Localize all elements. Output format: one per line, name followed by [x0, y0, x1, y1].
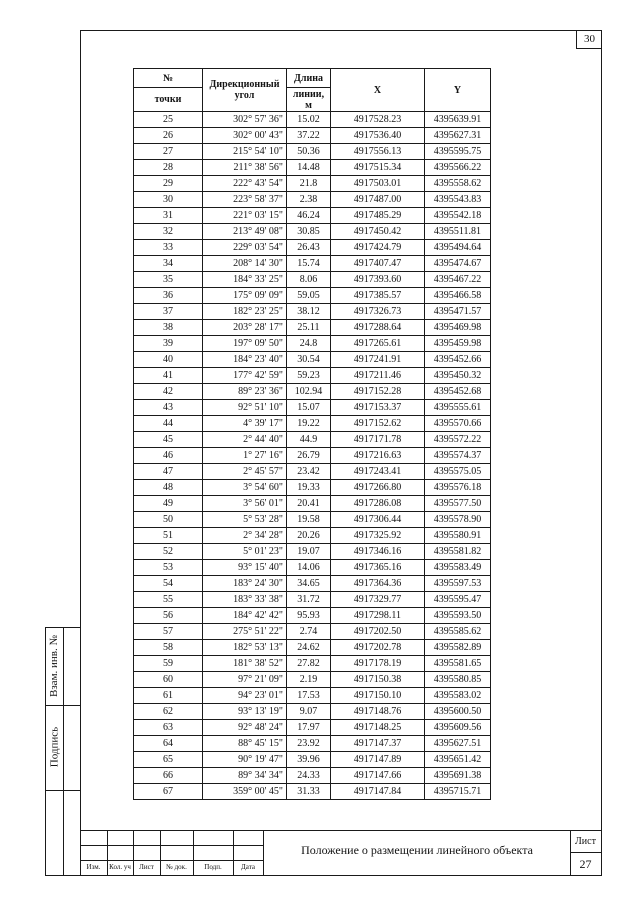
cell-direction-angle: 181° 38' 52" [203, 656, 287, 672]
cell-point-number: 51 [134, 528, 203, 544]
cell-point-number: 45 [134, 432, 203, 448]
table-row [134, 224, 491, 240]
cell-y-coordinate: 4395691.38 [425, 768, 491, 784]
cell-line-length: 59.23 [287, 368, 331, 384]
title-block-label-date: Дата [241, 863, 255, 871]
table-row [134, 608, 491, 624]
coordinates-table [133, 68, 491, 800]
table-row [134, 112, 491, 128]
cell-x-coordinate: 4917424.79 [331, 240, 425, 256]
cell-x-coordinate: 4917147.37 [331, 736, 425, 752]
cell-y-coordinate: 4395578.90 [425, 512, 491, 528]
cell-x-coordinate: 4917171.78 [331, 432, 425, 448]
cell-line-length: 21.8 [287, 176, 331, 192]
cell-x-coordinate: 4917485.29 [331, 208, 425, 224]
cell-x-coordinate: 4917385.57 [331, 288, 425, 304]
cell-y-coordinate: 4395471.57 [425, 304, 491, 320]
cell-direction-angle: 184° 23' 40" [203, 352, 287, 368]
cell-direction-angle: 93° 13' 19" [203, 704, 287, 720]
table-row [134, 384, 491, 400]
cell-x-coordinate: 4917515.34 [331, 160, 425, 176]
cell-point-number: 59 [134, 656, 203, 672]
table-row [134, 400, 491, 416]
cell-direction-angle: 275° 51' 22" [203, 624, 287, 640]
table-row [134, 528, 491, 544]
title-block-label-signature: Подп. [204, 863, 222, 871]
cell-line-length: 25.11 [287, 320, 331, 336]
cell-line-length: 44.9 [287, 432, 331, 448]
cell-y-coordinate: 4395609.56 [425, 720, 491, 736]
cell-point-number: 55 [134, 592, 203, 608]
cell-y-coordinate: 4395570.66 [425, 416, 491, 432]
table-row [134, 560, 491, 576]
cell-line-length: 24.8 [287, 336, 331, 352]
cell-point-number: 67 [134, 784, 203, 800]
cell-x-coordinate: 4917329.77 [331, 592, 425, 608]
cell-x-coordinate: 4917346.16 [331, 544, 425, 560]
table-row [134, 640, 491, 656]
cell-y-coordinate: 4395555.61 [425, 400, 491, 416]
table-row [134, 576, 491, 592]
cell-line-length: 19.22 [287, 416, 331, 432]
table-row [134, 336, 491, 352]
cell-point-number: 38 [134, 320, 203, 336]
cell-point-number: 63 [134, 720, 203, 736]
cell-x-coordinate: 4917306.44 [331, 512, 425, 528]
cell-line-length: 23.92 [287, 736, 331, 752]
cell-x-coordinate: 4917178.19 [331, 656, 425, 672]
cell-line-length: 31.72 [287, 592, 331, 608]
cell-y-coordinate: 4395585.62 [425, 624, 491, 640]
cell-line-length: 9.07 [287, 704, 331, 720]
cell-line-length: 20.41 [287, 496, 331, 512]
cell-x-coordinate: 4917487.00 [331, 192, 425, 208]
cell-point-number: 40 [134, 352, 203, 368]
cell-point-number: 61 [134, 688, 203, 704]
table-row [134, 704, 491, 720]
table-row [134, 272, 491, 288]
cell-direction-angle: 184° 33' 25" [203, 272, 287, 288]
cell-x-coordinate: 4917202.50 [331, 624, 425, 640]
cell-x-coordinate: 4917286.08 [331, 496, 425, 512]
cell-y-coordinate: 4395593.50 [425, 608, 491, 624]
table-header-row [134, 69, 491, 88]
cell-direction-angle: 211° 38' 56" [203, 160, 287, 176]
table-row [134, 320, 491, 336]
cell-point-number: 30 [134, 192, 203, 208]
cell-y-coordinate: 4395574.37 [425, 448, 491, 464]
cell-x-coordinate: 4917450.42 [331, 224, 425, 240]
cell-y-coordinate: 4395639.91 [425, 112, 491, 128]
cell-point-number: 35 [134, 272, 203, 288]
cell-line-length: 27.82 [287, 656, 331, 672]
cell-direction-angle: 215° 54' 10" [203, 144, 287, 160]
cell-point-number: 58 [134, 640, 203, 656]
sheet-number-box: 30 [576, 30, 602, 49]
cell-line-length: 59.05 [287, 288, 331, 304]
table-row [134, 544, 491, 560]
cell-x-coordinate: 4917528.23 [331, 112, 425, 128]
cell-y-coordinate: 4395597.53 [425, 576, 491, 592]
cell-x-coordinate: 4917150.10 [331, 688, 425, 704]
cell-x-coordinate: 4917152.62 [331, 416, 425, 432]
header-line-length: Длина [287, 69, 331, 88]
title-block-label-doc-number: № док. [166, 863, 187, 871]
cell-direction-angle: 175° 09' 09" [203, 288, 287, 304]
sheet-label: Лист [575, 836, 596, 847]
header-point-label: точки [134, 88, 203, 112]
table-row [134, 496, 491, 512]
cell-direction-angle: 183° 33' 38" [203, 592, 287, 608]
cell-direction-angle: 182° 53' 13" [203, 640, 287, 656]
cell-point-number: 48 [134, 480, 203, 496]
cell-point-number: 32 [134, 224, 203, 240]
table-row [134, 192, 491, 208]
header-length-unit [287, 88, 331, 112]
cell-line-length: 19.33 [287, 480, 331, 496]
cell-x-coordinate: 4917407.47 [331, 256, 425, 272]
cell-x-coordinate: 4917503.01 [331, 176, 425, 192]
table-row [134, 208, 491, 224]
cell-y-coordinate: 4395575.05 [425, 464, 491, 480]
cell-line-length: 50.36 [287, 144, 331, 160]
cell-x-coordinate: 4917243.41 [331, 464, 425, 480]
cell-line-length: 30.54 [287, 352, 331, 368]
cell-y-coordinate: 4395459.98 [425, 336, 491, 352]
cell-direction-angle: 302° 57' 36" [203, 112, 287, 128]
cell-point-number: 31 [134, 208, 203, 224]
cell-point-number: 62 [134, 704, 203, 720]
table-row [134, 448, 491, 464]
cell-line-length: 102.94 [287, 384, 331, 400]
replacement-inventory-label: Взам. инв. № [48, 635, 60, 697]
cell-line-length: 46.24 [287, 208, 331, 224]
cell-x-coordinate: 4917265.61 [331, 336, 425, 352]
cell-point-number: 36 [134, 288, 203, 304]
cell-y-coordinate: 4395576.18 [425, 480, 491, 496]
cell-y-coordinate: 4395595.47 [425, 592, 491, 608]
header-length-unit-text: линии, м [292, 88, 325, 111]
cell-y-coordinate: 4395452.66 [425, 352, 491, 368]
table-row [134, 784, 491, 800]
table-row [134, 512, 491, 528]
table-row [134, 656, 491, 672]
cell-y-coordinate: 4395450.32 [425, 368, 491, 384]
table-row [134, 128, 491, 144]
cell-x-coordinate: 4917147.89 [331, 752, 425, 768]
table-row [134, 688, 491, 704]
cell-y-coordinate: 4395543.83 [425, 192, 491, 208]
cell-y-coordinate: 4395627.31 [425, 128, 491, 144]
cell-y-coordinate: 4395583.02 [425, 688, 491, 704]
cell-line-length: 37.22 [287, 128, 331, 144]
cell-x-coordinate: 4917298.11 [331, 608, 425, 624]
cell-point-number: 29 [134, 176, 203, 192]
table-row [134, 416, 491, 432]
cell-line-length: 95.93 [287, 608, 331, 624]
cell-y-coordinate: 4395582.89 [425, 640, 491, 656]
cell-direction-angle: 2° 34' 28" [203, 528, 287, 544]
cell-y-coordinate: 4395580.85 [425, 672, 491, 688]
cell-x-coordinate: 4917556.13 [331, 144, 425, 160]
cell-y-coordinate: 4395715.71 [425, 784, 491, 800]
cell-point-number: 50 [134, 512, 203, 528]
cell-direction-angle: 90° 19' 47" [203, 752, 287, 768]
cell-direction-angle: 182° 23' 25" [203, 304, 287, 320]
cell-point-number: 60 [134, 672, 203, 688]
cell-direction-angle: 5° 01' 23" [203, 544, 287, 560]
cell-x-coordinate: 4917147.84 [331, 784, 425, 800]
table-row [134, 144, 491, 160]
table-row [134, 368, 491, 384]
cell-line-length: 17.53 [287, 688, 331, 704]
cell-line-length: 20.26 [287, 528, 331, 544]
cell-point-number: 26 [134, 128, 203, 144]
cell-y-coordinate: 4395572.22 [425, 432, 491, 448]
cell-line-length: 24.62 [287, 640, 331, 656]
cell-point-number: 27 [134, 144, 203, 160]
cell-direction-angle: 223° 58' 37" [203, 192, 287, 208]
table-row [134, 480, 491, 496]
cell-y-coordinate: 4395511.81 [425, 224, 491, 240]
cell-direction-angle: 229° 03' 54" [203, 240, 287, 256]
cell-x-coordinate: 4917393.60 [331, 272, 425, 288]
cell-x-coordinate: 4917150.38 [331, 672, 425, 688]
cell-direction-angle: 3° 56' 01" [203, 496, 287, 512]
cell-line-length: 2.38 [287, 192, 331, 208]
cell-direction-angle: 222° 43' 54" [203, 176, 287, 192]
table-row [134, 288, 491, 304]
title-block-label-change: Изм. [86, 863, 101, 871]
cell-direction-angle: 221° 03' 15" [203, 208, 287, 224]
cell-line-length: 2.19 [287, 672, 331, 688]
cell-x-coordinate: 4917152.28 [331, 384, 425, 400]
cell-direction-angle: 5° 53' 28" [203, 512, 287, 528]
cell-point-number: 46 [134, 448, 203, 464]
cell-point-number: 37 [134, 304, 203, 320]
cell-direction-angle: 177° 42' 59" [203, 368, 287, 384]
cell-line-length: 31.33 [287, 784, 331, 800]
cell-direction-angle: 94° 23' 01" [203, 688, 287, 704]
table-row [134, 752, 491, 768]
cell-x-coordinate: 4917364.36 [331, 576, 425, 592]
cell-direction-angle: 213° 49' 08" [203, 224, 287, 240]
cell-line-length: 26.79 [287, 448, 331, 464]
cell-direction-angle: 97° 21' 09" [203, 672, 287, 688]
cell-point-number: 44 [134, 416, 203, 432]
cell-x-coordinate: 4917202.78 [331, 640, 425, 656]
cell-direction-angle: 89° 23' 36" [203, 384, 287, 400]
cell-direction-angle: 2° 44' 40" [203, 432, 287, 448]
cell-x-coordinate: 4917148.25 [331, 720, 425, 736]
header-y-coordinate: Y [425, 69, 491, 112]
cell-direction-angle: 208° 14' 30" [203, 256, 287, 272]
cell-y-coordinate: 4395595.75 [425, 144, 491, 160]
cell-x-coordinate: 4917148.76 [331, 704, 425, 720]
table-body [134, 112, 491, 800]
cell-line-length: 19.07 [287, 544, 331, 560]
cell-point-number: 56 [134, 608, 203, 624]
cell-point-number: 65 [134, 752, 203, 768]
side-stamp-divider [45, 790, 81, 791]
cell-point-number: 64 [134, 736, 203, 752]
table-row [134, 736, 491, 752]
cell-line-length: 15.07 [287, 400, 331, 416]
document-title: Положение о размещении линейного объекта [301, 843, 533, 857]
sheet-number: 27 [579, 857, 592, 871]
cell-point-number: 28 [134, 160, 203, 176]
cell-y-coordinate: 4395580.91 [425, 528, 491, 544]
table-row [134, 256, 491, 272]
cell-y-coordinate: 4395581.82 [425, 544, 491, 560]
cell-x-coordinate: 4917325.92 [331, 528, 425, 544]
cell-direction-angle: 3° 54' 60" [203, 480, 287, 496]
cell-line-length: 34.65 [287, 576, 331, 592]
cell-x-coordinate: 4917288.64 [331, 320, 425, 336]
cell-line-length: 14.06 [287, 560, 331, 576]
header-direction-angle: Дирекционный угол [203, 69, 287, 112]
table-row [134, 160, 491, 176]
table-row [134, 768, 491, 784]
cell-point-number: 57 [134, 624, 203, 640]
cell-point-number: 54 [134, 576, 203, 592]
cell-direction-angle: 92° 51' 10" [203, 400, 287, 416]
cell-point-number: 34 [134, 256, 203, 272]
cell-x-coordinate: 4917147.66 [331, 768, 425, 784]
cell-direction-angle: 4° 39' 17" [203, 416, 287, 432]
cell-direction-angle: 359° 00' 45" [203, 784, 287, 800]
cell-y-coordinate: 4395542.18 [425, 208, 491, 224]
cell-line-length: 24.33 [287, 768, 331, 784]
cell-line-length: 39.96 [287, 752, 331, 768]
cell-y-coordinate: 4395583.49 [425, 560, 491, 576]
cell-y-coordinate: 4395566.22 [425, 160, 491, 176]
cell-y-coordinate: 4395469.98 [425, 320, 491, 336]
cell-point-number: 43 [134, 400, 203, 416]
header-point-number: № [134, 69, 203, 88]
cell-direction-angle: 92° 48' 24" [203, 720, 287, 736]
cell-y-coordinate: 4395577.50 [425, 496, 491, 512]
cell-y-coordinate: 4395581.65 [425, 656, 491, 672]
cell-point-number: 66 [134, 768, 203, 784]
cell-x-coordinate: 4917153.37 [331, 400, 425, 416]
cell-direction-angle: 2° 45' 57" [203, 464, 287, 480]
cell-y-coordinate: 4395651.42 [425, 752, 491, 768]
cell-point-number: 41 [134, 368, 203, 384]
table-row [134, 432, 491, 448]
cell-x-coordinate: 4917536.40 [331, 128, 425, 144]
title-block-label-count: Кол. уч [109, 863, 131, 871]
cell-y-coordinate: 4395467.22 [425, 272, 491, 288]
cell-line-length: 17.97 [287, 720, 331, 736]
signature-label: Подпись [48, 726, 61, 768]
cell-line-length: 14.48 [287, 160, 331, 176]
cell-point-number: 39 [134, 336, 203, 352]
cell-point-number: 33 [134, 240, 203, 256]
cell-x-coordinate: 4917241.91 [331, 352, 425, 368]
header-x-coordinate: X [331, 69, 425, 112]
cell-line-length: 30.85 [287, 224, 331, 240]
cell-direction-angle: 89° 34' 34" [203, 768, 287, 784]
table-row [134, 464, 491, 480]
cell-y-coordinate: 4395627.51 [425, 736, 491, 752]
cell-direction-angle: 302° 00' 43" [203, 128, 287, 144]
cell-direction-angle: 1° 27' 16" [203, 448, 287, 464]
table-row [134, 624, 491, 640]
table-row [134, 176, 491, 192]
cell-line-length: 2.74 [287, 624, 331, 640]
table-row [134, 592, 491, 608]
cell-direction-angle: 203° 28' 17" [203, 320, 287, 336]
cell-y-coordinate: 4395600.50 [425, 704, 491, 720]
title-block-label-sheet: Лист [139, 863, 154, 871]
cell-point-number: 25 [134, 112, 203, 128]
table-row [134, 304, 491, 320]
cell-x-coordinate: 4917211.46 [331, 368, 425, 384]
table-header [134, 69, 491, 112]
cell-line-length: 8.06 [287, 272, 331, 288]
table-row [134, 720, 491, 736]
cell-line-length: 19.58 [287, 512, 331, 528]
cell-y-coordinate: 4395474.67 [425, 256, 491, 272]
table-row [134, 240, 491, 256]
cell-x-coordinate: 4917266.80 [331, 480, 425, 496]
cell-y-coordinate: 4395452.68 [425, 384, 491, 400]
cell-direction-angle: 184° 42' 42" [203, 608, 287, 624]
cell-line-length: 23.42 [287, 464, 331, 480]
cell-line-length: 38.12 [287, 304, 331, 320]
table-row [134, 672, 491, 688]
cell-direction-angle: 93° 15' 40" [203, 560, 287, 576]
cell-y-coordinate: 4395558.62 [425, 176, 491, 192]
cell-direction-angle: 183° 24' 30" [203, 576, 287, 592]
cell-point-number: 53 [134, 560, 203, 576]
cell-x-coordinate: 4917365.16 [331, 560, 425, 576]
cell-point-number: 49 [134, 496, 203, 512]
cell-x-coordinate: 4917216.63 [331, 448, 425, 464]
cell-direction-angle: 197° 09' 50" [203, 336, 287, 352]
cell-y-coordinate: 4395494.64 [425, 240, 491, 256]
cell-y-coordinate: 4395466.58 [425, 288, 491, 304]
cell-line-length: 15.74 [287, 256, 331, 272]
cell-line-length: 15.02 [287, 112, 331, 128]
cell-point-number: 52 [134, 544, 203, 560]
cell-point-number: 42 [134, 384, 203, 400]
table-row [134, 352, 491, 368]
cell-x-coordinate: 4917326.73 [331, 304, 425, 320]
cell-line-length: 26.43 [287, 240, 331, 256]
cell-point-number: 47 [134, 464, 203, 480]
cell-direction-angle: 88° 45' 15" [203, 736, 287, 752]
